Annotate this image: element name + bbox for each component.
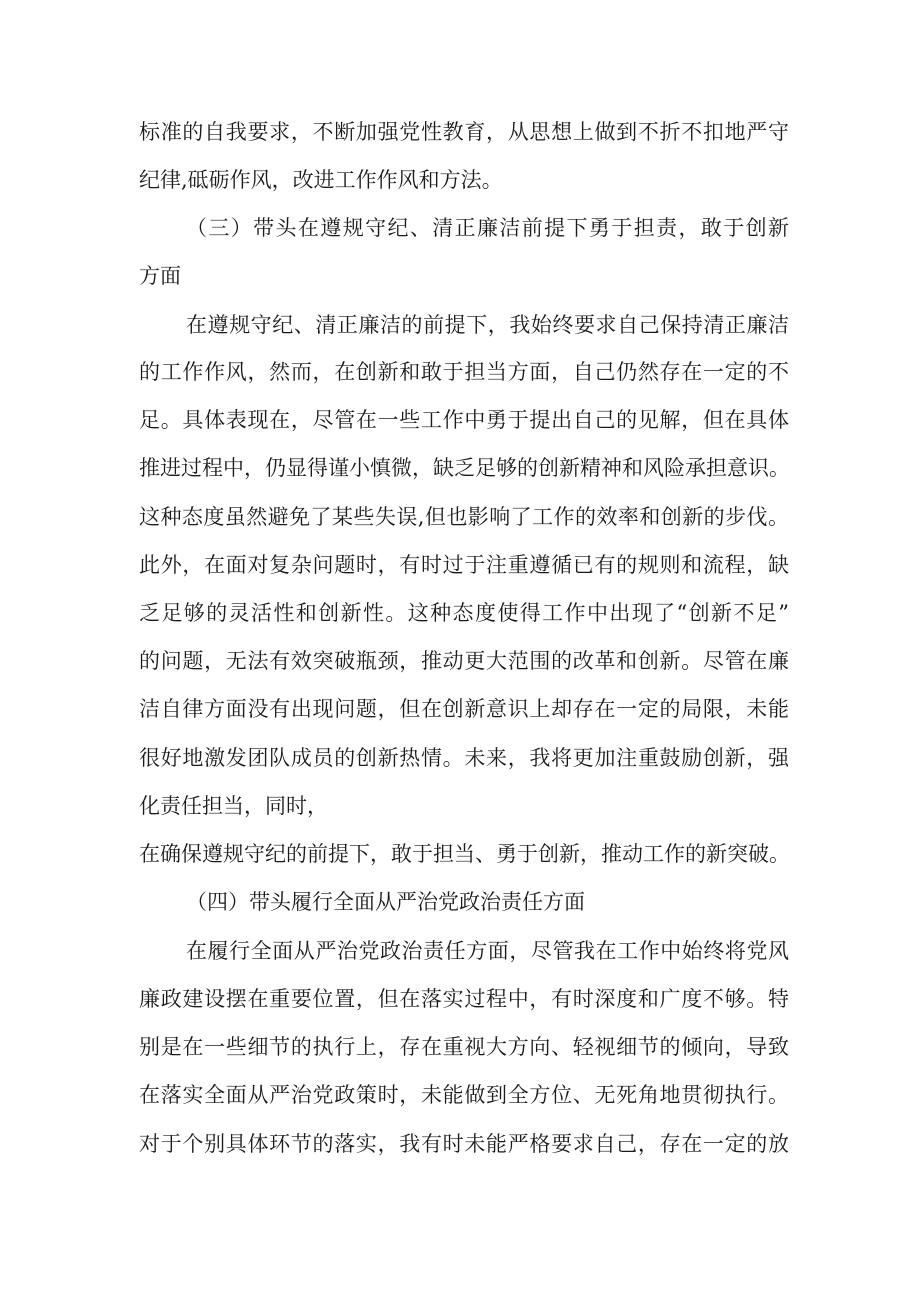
paragraph-line: 在确保遵规守纪的前提下，敢于担当、勇于创新，推动工作的新突破。 bbox=[139, 842, 790, 866]
paragraph-line: 此外，在面对复杂问题时，有时过于注重遵循已有的规则和流程，缺 bbox=[139, 553, 789, 577]
paragraph-line: 这种态度虽然避免了某些失误,但也影响了工作的效率和创新的步伐。 bbox=[139, 505, 789, 529]
paragraph-line: 在落实全面从严治党政策时，未能做到全方位、无死角地贯彻执行。 bbox=[139, 1083, 789, 1107]
paragraph-line: 足。具体表现在，尽管在一些工作中勇于提出自己的见解，但在具体 bbox=[139, 408, 789, 432]
paragraph-line: 很好地激发团队成员的创新热情。未来，我将更加注重鼓励创新，强 bbox=[139, 746, 789, 770]
paragraph-line: 在遵规守纪、清正廉洁的前提下，我始终要求自己保持清正廉洁 bbox=[186, 313, 789, 337]
paragraph-line: 的工作作风，然而，在创新和敢于担当方面，自己仍然存在一定的不 bbox=[139, 360, 789, 384]
paragraph-line: 乏足够的灵活性和创新性。这种态度使得工作中出现了“创新不足” bbox=[139, 601, 789, 625]
paragraph-line: 推进过程中，仍显得谨小慎微，缺乏足够的创新精神和风险承担意识。 bbox=[139, 456, 790, 480]
paragraph-line: 纪律,砥砺作风，改进工作作风和方法。 bbox=[139, 168, 503, 192]
paragraph-line: 标准的自我要求，不断加强党性教育，从思想上做到不折不扣地严守 bbox=[139, 120, 789, 144]
section-heading-3: （三）带头在遵规守纪、清正廉洁前提下勇于担责，敢于创新 bbox=[186, 216, 789, 240]
paragraph-line: 廉政建设摆在重要位置，但在落实过程中，有时深度和广度不够。特 bbox=[139, 987, 789, 1011]
paragraph-line: 的问题，无法有效突破瓶颈，推动更大范围的改革和创新。尽管在廉 bbox=[139, 649, 789, 673]
paragraph-line: 别是在一些细节的执行上，存在重视大方向、轻视细节的倾向，导致 bbox=[139, 1035, 789, 1059]
section-heading-4: （四）带头履行全面从严治党政治责任方面 bbox=[186, 890, 585, 914]
paragraph-line: 洁自律方面没有出现问题，但在创新意识上却存在一定的局限，未能 bbox=[139, 697, 789, 721]
section-heading-3-cont: 方面 bbox=[139, 264, 181, 288]
paragraph-line: 对于个别具体环节的落实，我有时未能严格要求自己，存在一定的放 bbox=[139, 1132, 789, 1156]
paragraph-line: 在履行全面从严治党政治责任方面，尽管我在工作中始终将党风 bbox=[186, 939, 789, 963]
paragraph-line: 化责任担当，同时， bbox=[139, 794, 328, 818]
